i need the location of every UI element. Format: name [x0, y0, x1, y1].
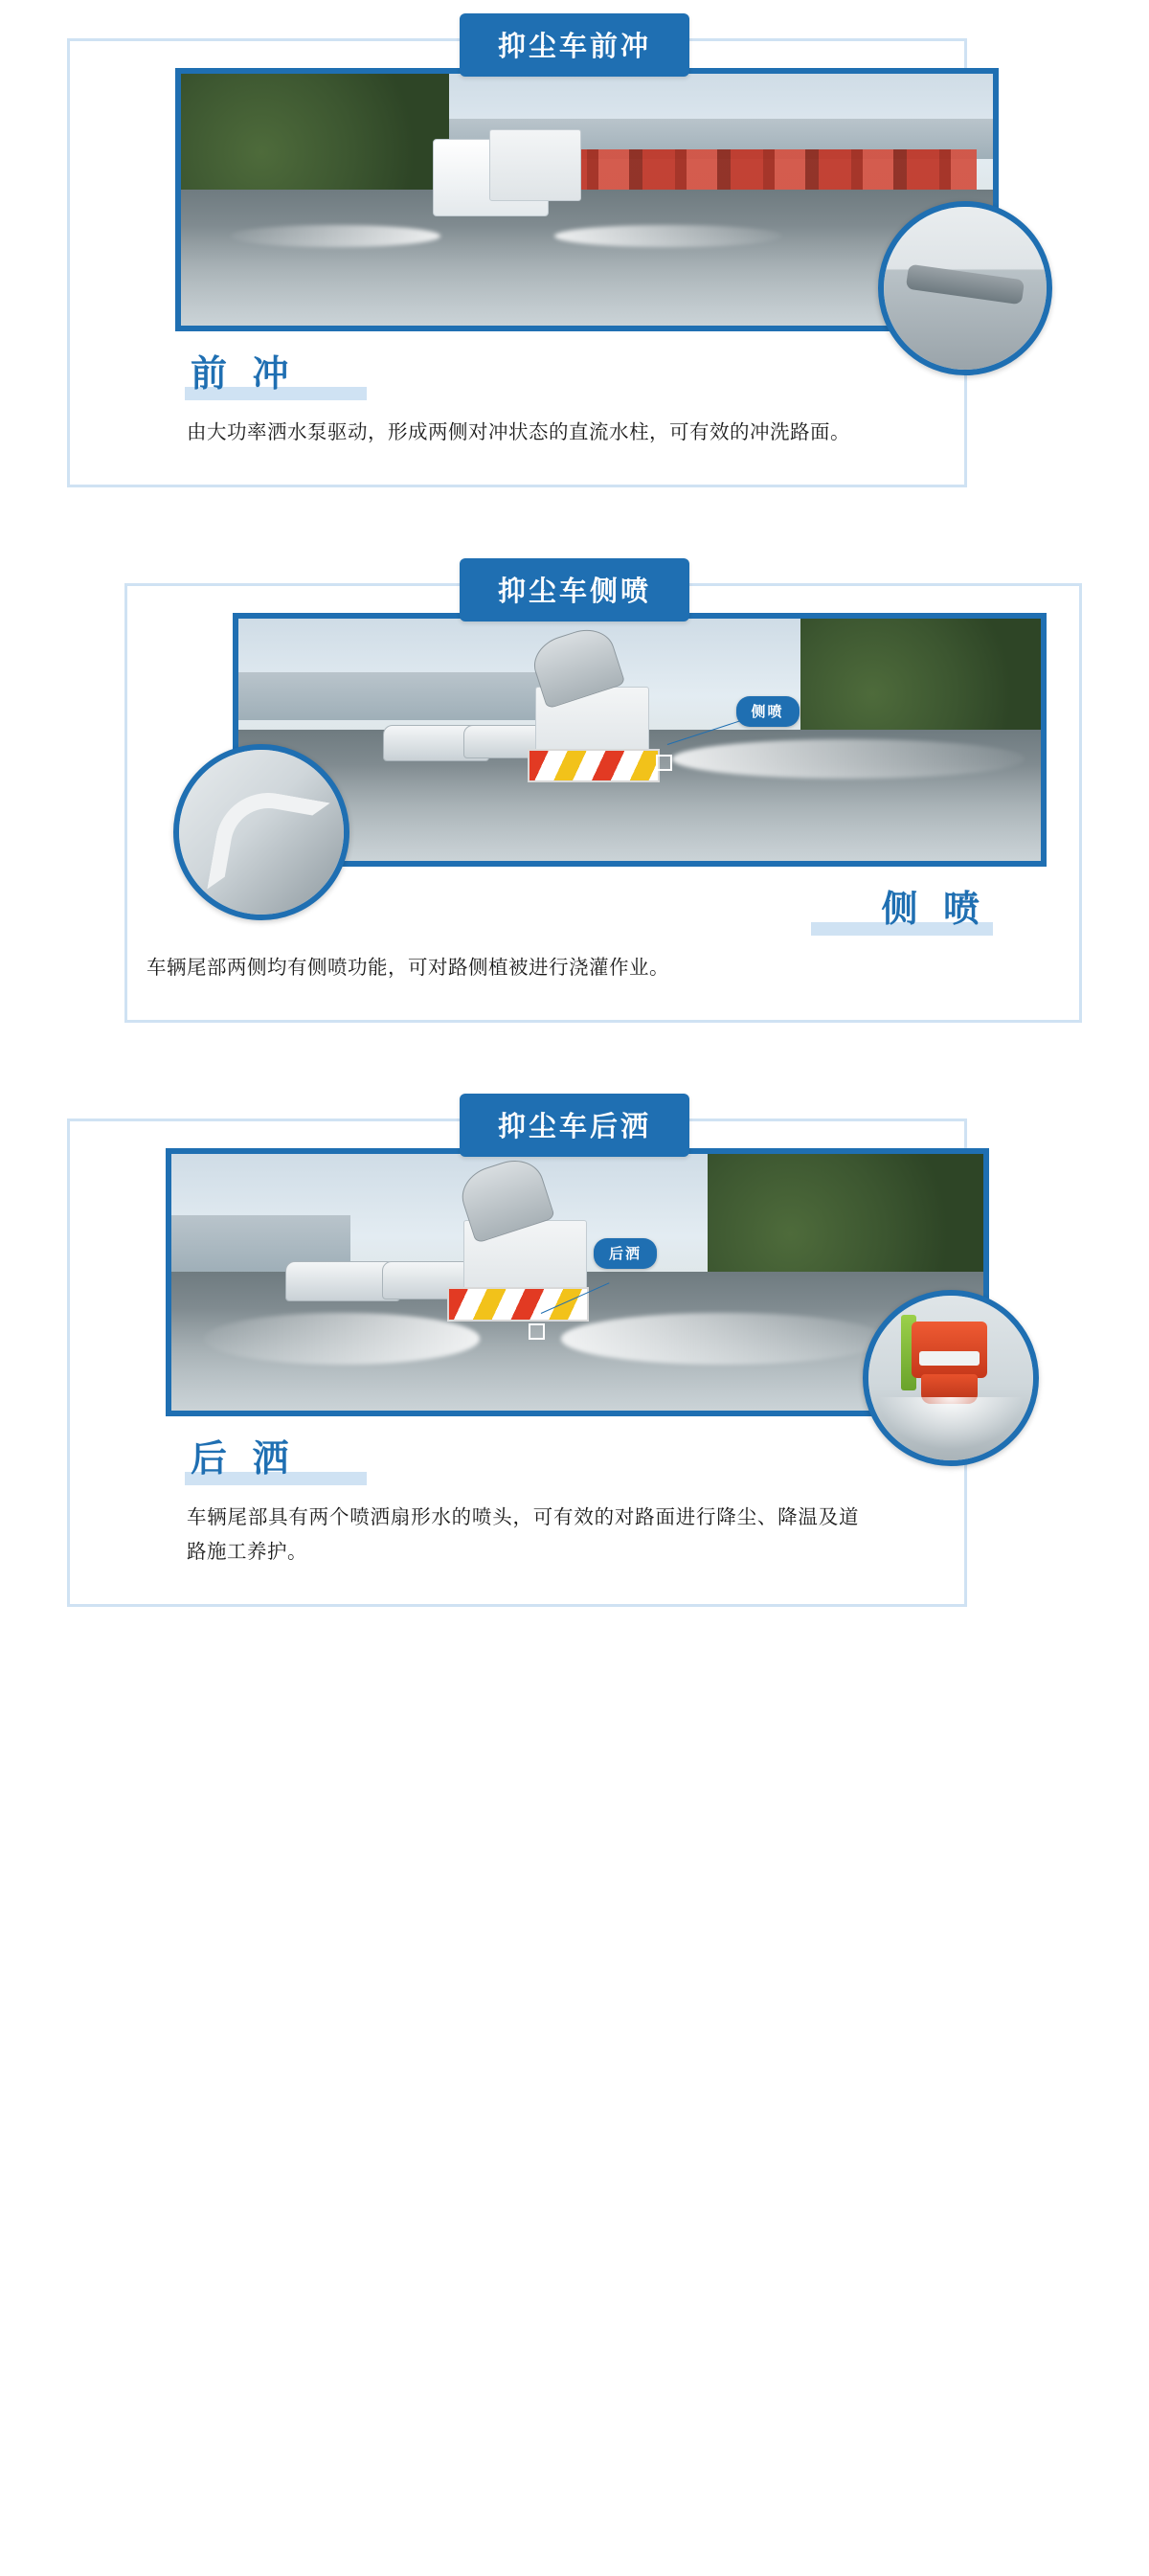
photo-front-flush [175, 68, 999, 331]
callout-rear-spray: 后洒 [594, 1238, 657, 1269]
tree-cluster-right [708, 1154, 983, 1287]
truck-tank [489, 129, 580, 202]
paragraph-rear-spray: 车辆尾部具有两个喷洒扇形水的喷头，可有效的对路面进行降尘、降温及道路施工养护。 [187, 1505, 859, 1563]
section-side-spray [67, 545, 1082, 1023]
decorative-frame [124, 583, 1082, 1023]
callout-marker [656, 755, 672, 771]
photo-inner [238, 619, 1041, 861]
heading-rear-spray [185, 1438, 303, 1487]
photo-inner [181, 74, 993, 326]
inset-rear-nozzle [863, 1290, 1039, 1466]
rear-spray-left [204, 1313, 480, 1365]
heading-front-flush [185, 356, 303, 402]
factory-building [238, 672, 559, 721]
callout-side-spray: 侧喷 [736, 696, 800, 727]
side-spray-jet [672, 739, 1025, 778]
decorative-frame [67, 1119, 967, 1607]
section-rear-spray [67, 1080, 1082, 1607]
photo-side-spray [233, 613, 1047, 867]
section-front-flush [67, 0, 1082, 487]
rear-spray-right [561, 1313, 886, 1365]
hazard-stripes [447, 1287, 589, 1322]
tree-cluster-right [800, 619, 1041, 745]
section-badge-rear-spray: 抑尘车后洒 [460, 1094, 689, 1157]
heading-row-front-flush [70, 356, 964, 402]
heading-text: 侧 喷 [881, 889, 987, 930]
paragraph-side-spray: 车辆尾部两侧均有侧喷功能，可对路侧植被进行浇灌作业。 [146, 956, 669, 979]
hazard-stripes [528, 749, 660, 781]
fan-nozzle-icon [912, 1322, 987, 1377]
inset-side-pipe [173, 744, 349, 920]
inset-front-nozzle [878, 201, 1052, 375]
section-badge-side-spray: 抑尘车侧喷 [460, 558, 689, 621]
heading-text: 后 洒 [191, 1438, 297, 1480]
photo-inner [171, 1154, 983, 1411]
decorative-frame [67, 38, 967, 487]
heading-row-rear-spray [70, 1438, 964, 1487]
tree-cluster-left [181, 74, 449, 205]
parked-trucks [554, 149, 977, 190]
fan-spray-pattern [878, 1397, 1023, 1450]
heading-text: 前 冲 [191, 354, 297, 395]
heading-side-spray [875, 889, 993, 938]
section-badge-front-flush: 抑尘车前冲 [460, 13, 689, 77]
paragraph-front-flush: 由大功率洒水泵驱动，形成两侧对冲状态的直流水柱，可有效的冲洗路面。 [187, 421, 850, 443]
photo-rear-spray [166, 1148, 989, 1416]
callout-marker [529, 1323, 545, 1340]
